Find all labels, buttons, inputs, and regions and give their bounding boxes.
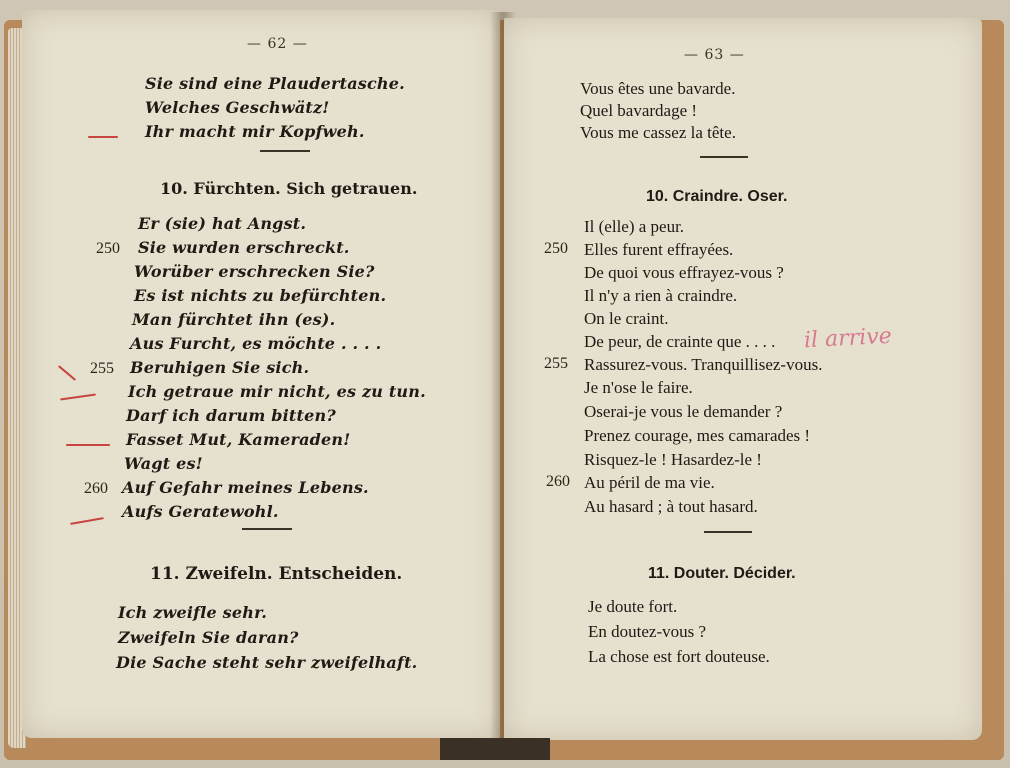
line-fr-12: Au péril de ma vie. bbox=[584, 473, 715, 492]
section-11-heading: 11. Douter. Décider. bbox=[648, 565, 796, 582]
handwritten-annotation: il arrive bbox=[803, 323, 893, 354]
line-de-4: Es ist nichts zu befürchten. bbox=[134, 286, 387, 305]
line-number-260: 260 bbox=[546, 473, 570, 490]
line-fr-8: Je n'ose le faire. bbox=[584, 378, 693, 397]
line-fr-6: De peur, de crainte que . . . . bbox=[584, 332, 776, 351]
intro-line-1: Sie sind eine Plaudertasche. bbox=[145, 74, 405, 93]
line-number-255: 255 bbox=[544, 355, 568, 372]
section-11-heading: 11. Zweifeln. Entscheiden. bbox=[150, 564, 403, 584]
left-page bbox=[22, 10, 500, 738]
line-fr-10: Prenez courage, mes camarades ! bbox=[584, 426, 811, 445]
red-pencil-mark bbox=[70, 517, 104, 525]
line-de-16: Die Sache steht sehr zweifelhaft. bbox=[116, 653, 418, 672]
line-fr-11: Risquez-le ! Hasardez-le ! bbox=[584, 450, 762, 469]
line-de-1: Er (sie) hat Angst. bbox=[138, 214, 307, 233]
line-number-250: 250 bbox=[544, 240, 568, 257]
line-de-10: Fasset Mut, Kameraden! bbox=[126, 430, 351, 449]
line-de-6: Aus Furcht, es möchte . . . . bbox=[130, 334, 382, 353]
line-de-9: Darf ich darum bitten? bbox=[126, 406, 336, 425]
line-de-3: Worüber erschrecken Sie? bbox=[134, 262, 375, 281]
line-fr-3: De quoi vous effrayez-vous ? bbox=[584, 263, 784, 282]
line-de-2: Sie wurden erschreckt. bbox=[138, 238, 350, 257]
line-de-15: Zweifeln Sie daran? bbox=[118, 628, 299, 647]
line-de-7: Beruhigen Sie sich. bbox=[130, 358, 310, 377]
line-de-12: Auf Gefahr meines Lebens. bbox=[122, 478, 369, 497]
intro-line-3: Vous me cassez la tête. bbox=[580, 123, 736, 142]
page-number-left: — 62 — bbox=[247, 36, 308, 52]
section-divider bbox=[700, 156, 748, 158]
intro-line-2: Quel bavardage ! bbox=[580, 101, 698, 120]
line-fr-7: Rassurez-vous. Tranquillisez-vous. bbox=[584, 355, 823, 374]
line-fr-2: Elles furent effrayées. bbox=[584, 240, 734, 259]
red-pencil-mark bbox=[88, 136, 118, 138]
line-fr-9: Oserai-je vous le demander ? bbox=[584, 402, 783, 421]
line-de-14: Ich zweifle sehr. bbox=[118, 603, 268, 622]
section-divider bbox=[260, 150, 310, 152]
intro-line-1: Vous êtes une bavarde. bbox=[580, 79, 736, 98]
line-de-13: Aufs Geratewohl. bbox=[122, 502, 279, 521]
section-10-heading: 10. Craindre. Oser. bbox=[646, 188, 788, 205]
line-fr-14: Je doute fort. bbox=[588, 597, 678, 616]
line-fr-4: Il n'y a rien à craindre. bbox=[584, 286, 738, 305]
book-spine bbox=[440, 738, 550, 760]
line-number-260: 260 bbox=[84, 480, 108, 497]
line-fr-13: Au hasard ; à tout hasard. bbox=[584, 497, 758, 516]
section-10-heading: 10. Fürchten. Sich getrauen. bbox=[160, 179, 418, 198]
red-pencil-mark bbox=[60, 394, 96, 401]
section-divider bbox=[704, 531, 752, 533]
line-de-11: Wagt es! bbox=[124, 454, 203, 473]
intro-line-3: Ihr macht mir Kopfweh. bbox=[145, 122, 365, 141]
red-pencil-mark bbox=[66, 444, 110, 446]
section-divider bbox=[242, 528, 292, 530]
line-de-5: Man fürchtet ihn (es). bbox=[132, 310, 336, 329]
line-fr-16: La chose est fort douteuse. bbox=[588, 647, 770, 666]
line-fr-15: En doutez-vous ? bbox=[588, 622, 707, 641]
page-number-right: — 63 — bbox=[684, 47, 745, 63]
line-de-8: Ich getraue mir nicht, es zu tun. bbox=[128, 382, 426, 401]
red-pencil-mark bbox=[58, 365, 76, 381]
line-fr-1: Il (elle) a peur. bbox=[584, 217, 685, 236]
line-number-250: 250 bbox=[96, 240, 120, 257]
intro-line-2: Welches Geschwätz! bbox=[145, 98, 330, 117]
line-fr-5: On le craint. bbox=[584, 309, 669, 328]
line-number-255: 255 bbox=[90, 360, 114, 377]
right-page bbox=[504, 18, 982, 740]
